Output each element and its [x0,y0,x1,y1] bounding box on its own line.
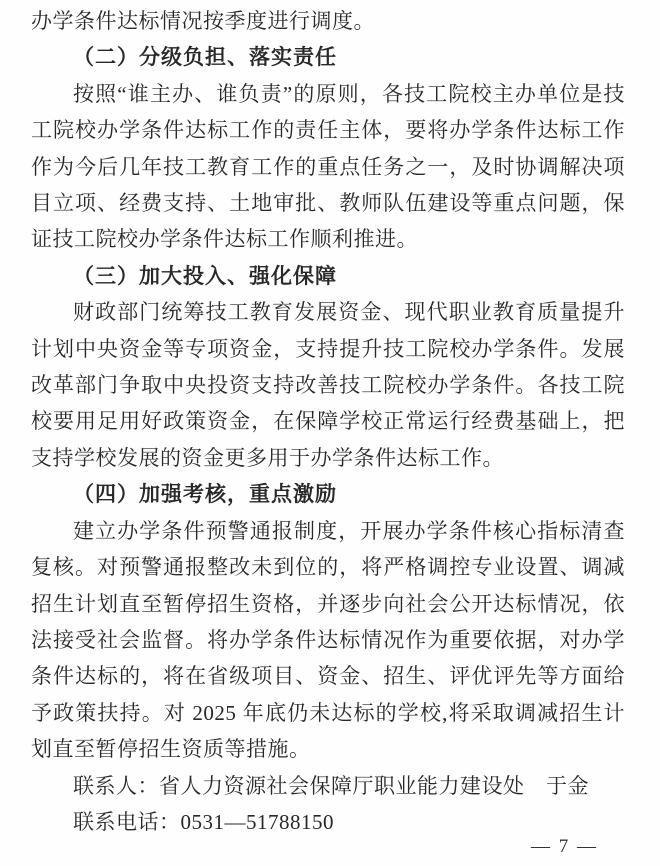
page-number: — 7 — [531,836,598,857]
paragraph-section-3-body: 财政部门统筹技工教育发展资金、现代职业教育质量提升计划中央资金等专项资金，支持提升技工院校办学条件。发展改革部门争取中央投资支持改善技工院校办学条件。各技工院校要用足用好政策资金，在保障学校正常运行经费基础上，把支持学校发展的资金更多用于办学条件达标工作。 [31,300,625,470]
paragraph-section-4-body: 建立办学条件预警通报制度，开展办学条件核心指标清查复核。对预警通报整改未到位的，将严格调控专业设置、调减招生计划直至暂停招生资格，并逐步向社会公开达标情况，依法接受社会监督。将办学条件达标情况作为重要依据，对办学条件达标的，将在省级项目、资金、招生、评优评先等方面给予政策扶持。对 2025 年底仍未达标的学校,将采取调减招生计划直至暂停招生资质等措施。 [31,518,625,762]
contact-person-line: 联系人：省人力资源社会保障厅职业能力建设处 于金 [73,773,589,798]
paragraph-continuation: 办学条件达标情况按季度进行调度。 [31,9,375,33]
contact-phone-line: 联系电话：0531—51788150 [73,809,334,834]
section-heading-2: （二）分级负担、落实责任 [73,45,337,70]
section-heading-3: （三）加大投入、强化保障 [73,263,337,288]
paragraph-section-2-body: 按照“谁主办、谁负责”的原则，各技工院校主办单位是技工院校办学条件达标工作的责任主体，要将办学条件达标工作作为今后几年技工教育工作的重点任务之一，及时协调解决项目立项、经费支持、土地审批、教师队伍建设等重点问题，保证技工院校办学条件达标工作顺利推进。 [31,81,625,252]
section-heading-4: （四）加强考核，重点激励 [73,482,337,507]
